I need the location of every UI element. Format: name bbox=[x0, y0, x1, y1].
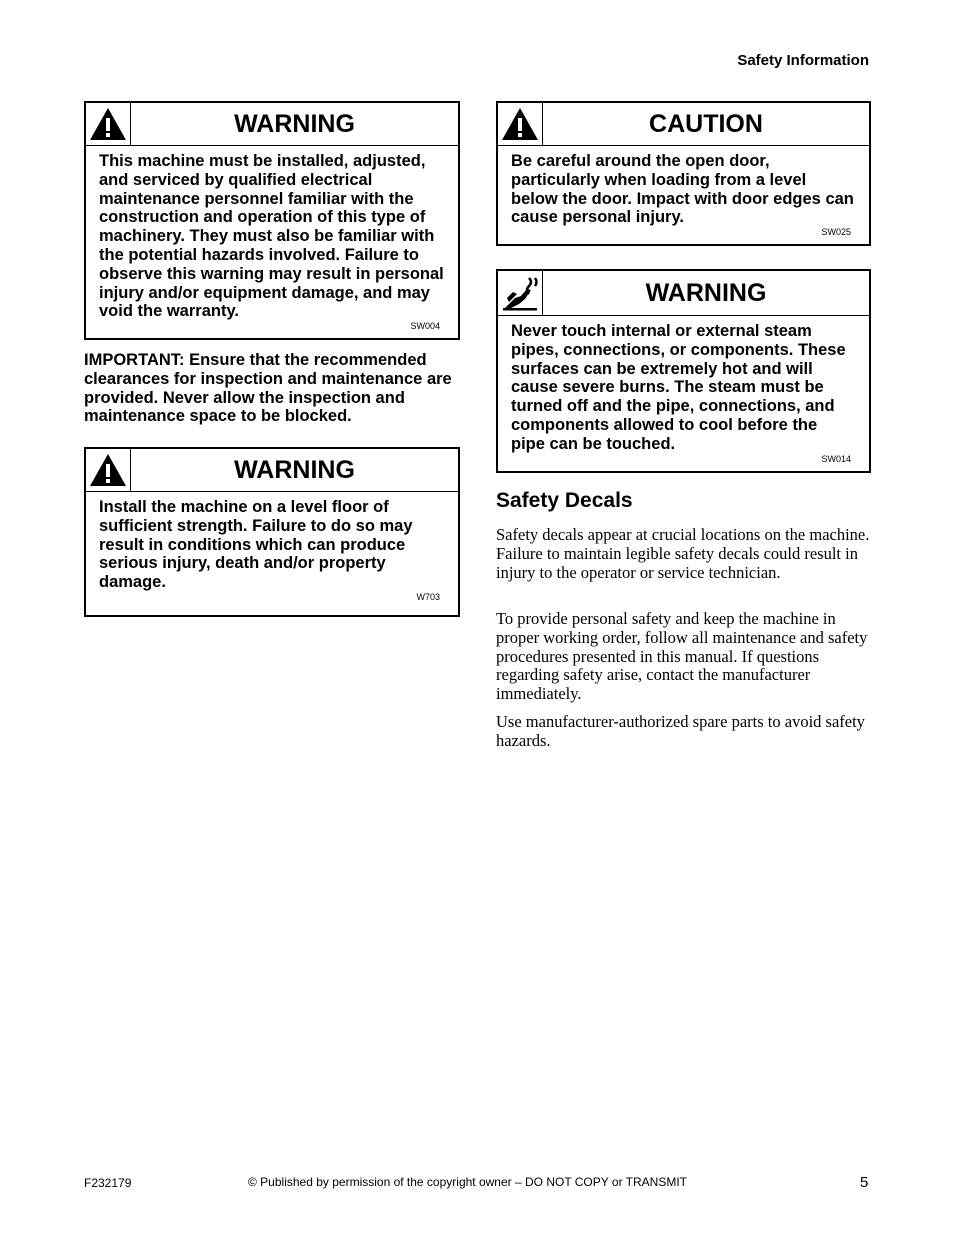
warning-box-floor bbox=[84, 447, 460, 617]
caution-code: SW025 bbox=[821, 227, 851, 237]
copyright-notice: © Published by permission of the copyright owner – DO NOT COPY or TRANSMIT bbox=[248, 1175, 688, 1189]
warning-code: W703 bbox=[416, 592, 440, 602]
warning-box-header bbox=[498, 271, 869, 316]
warning-box-header bbox=[86, 449, 458, 492]
warning-code: SW004 bbox=[410, 321, 440, 331]
warning-title: WARNING bbox=[645, 278, 767, 307]
caution-text: Be careful around the open door, particularly when loading from a level below the door. Impact with door edges can cause personal injury. bbox=[511, 152, 854, 227]
warning-triangle-icon bbox=[498, 103, 543, 145]
caution-title: CAUTION bbox=[649, 109, 763, 138]
page-number: 5 bbox=[860, 1174, 869, 1191]
warning-text: Never touch internal or external steam pipes, connections, or components. These surfaces can be extremely hot and will cause severe burns. The steam must be turned off and the pipe, connections, and components allowed to cool before the pipe can be touched. bbox=[511, 322, 846, 453]
warning-box-header bbox=[86, 103, 458, 146]
warning-box-steam bbox=[496, 269, 871, 473]
caution-box-door bbox=[496, 101, 871, 246]
caution-box-header bbox=[498, 103, 869, 146]
document-number: F232179 bbox=[84, 1176, 132, 1190]
warning-text: Install the machine on a level floor of sufficient strength. Failure to do so may result in conditions which can produce serious injury, death and/or property damage. bbox=[99, 498, 413, 592]
warning-title: WARNING bbox=[234, 455, 355, 484]
hot-surface-icon bbox=[498, 271, 543, 315]
warning-code: SW014 bbox=[821, 454, 851, 464]
warning-box-installation bbox=[84, 101, 460, 340]
safety-decals-paragraph-1: Safety decals appear at crucial locations on the machine. Failure to maintain legible safety decals could result in injury to the operator or service technician. bbox=[496, 525, 870, 582]
important-note: IMPORTANT: Ensure that the recommended clearances for inspection and maintenance are provided. Never allow the inspection and maintenance space to be blocked. bbox=[84, 351, 452, 426]
safety-decals-paragraph-3: Use manufacturer-authorized spare parts to avoid safety hazards. bbox=[496, 712, 865, 750]
warning-triangle-icon bbox=[86, 449, 131, 491]
safety-decals-heading: Safety Decals bbox=[496, 489, 633, 512]
running-header: Safety Information bbox=[737, 52, 869, 69]
warning-text: This machine must be installed, adjusted, and serviced by qualified electrical maintenance personnel familiar with the construction and operation of this type of machinery. They must also be familiar with the potential hazards involved. Failure to observe this warning may result in personal injury and/or equipment damage, and may void the warranty. bbox=[99, 152, 444, 321]
warning-title: WARNING bbox=[234, 109, 355, 138]
safety-decals-paragraph-2: To provide personal safety and keep the machine in proper working order, follow all maintenance and safety procedures presented in this manual. If questions regarding safety arise, contact the manufacturer immediately. bbox=[496, 609, 868, 704]
warning-triangle-icon bbox=[86, 103, 131, 145]
